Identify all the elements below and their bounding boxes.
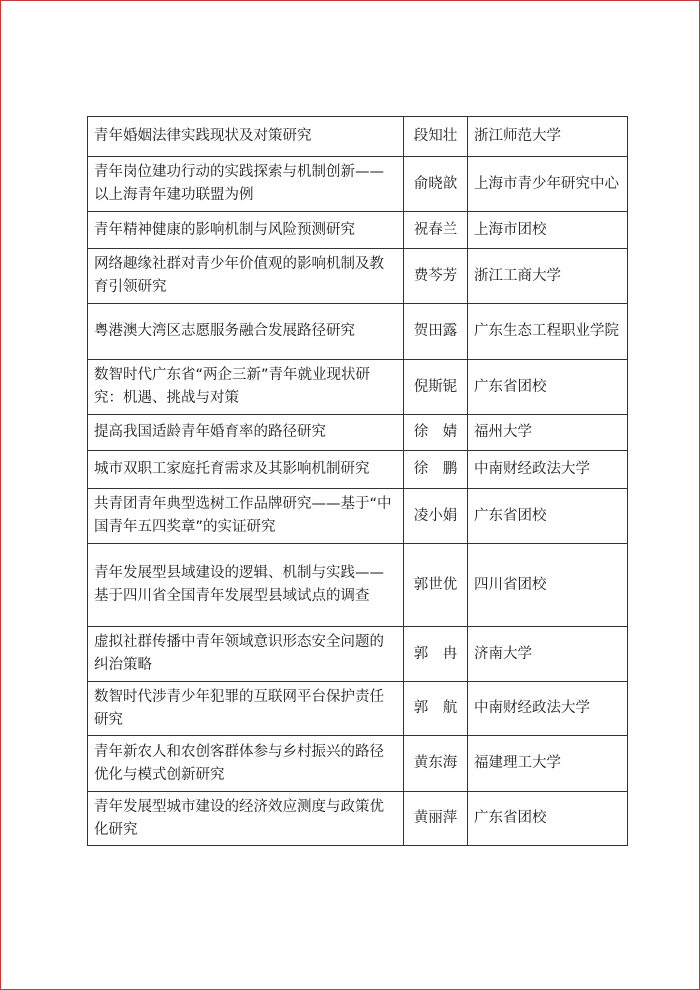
- table-row: [88, 451, 628, 489]
- affiliation: 上海市团校: [468, 212, 628, 249]
- affiliation: 四川省团校: [468, 544, 628, 627]
- table-row: [88, 304, 628, 360]
- table-row: [88, 792, 628, 846]
- researcher-name: 郭 冉: [404, 627, 468, 682]
- table-row: [88, 627, 628, 682]
- affiliation: 广东生态工程职业学院: [468, 304, 628, 360]
- table-row: [88, 157, 628, 212]
- researcher-name: 凌小娟: [404, 489, 468, 544]
- researcher-name: 费芩芳: [404, 249, 468, 304]
- project-title: 数智时代涉青少年犯罪的互联网平台保护责任研究: [88, 682, 404, 736]
- project-title: 虚拟社群传播中青年领域意识形态安全问题的纠治策略: [88, 627, 404, 682]
- project-title: 青年发展型城市建设的经济效应测度与政策优化研究: [88, 792, 404, 846]
- project-title: 青年婚姻法律实践现状及对策研究: [88, 117, 404, 157]
- affiliation: 福建理工大学: [468, 736, 628, 792]
- table-row: [88, 544, 628, 627]
- project-title: 青年新农人和农创客群体参与乡村振兴的路径优化与模式创新研究: [88, 736, 404, 792]
- researcher-name: 徐 鹏: [404, 451, 468, 489]
- project-title: 青年精神健康的影响机制与风险预测研究: [88, 212, 404, 249]
- affiliation: 广东省团校: [468, 792, 628, 846]
- project-table: [87, 116, 628, 846]
- table-row: [88, 249, 628, 304]
- researcher-name: 祝春兰: [404, 212, 468, 249]
- researcher-name: 郭 航: [404, 682, 468, 736]
- affiliation: 浙江师范大学: [468, 117, 628, 157]
- affiliation: 济南大学: [468, 627, 628, 682]
- researcher-name: 倪斯铌: [404, 360, 468, 415]
- researcher-name: 俞晓歆: [404, 157, 468, 212]
- project-title: 青年岗位建功行动的实践探索与机制创新——以上海青年建功联盟为例: [88, 157, 404, 212]
- affiliation: 广东省团校: [468, 489, 628, 544]
- affiliation: 福州大学: [468, 415, 628, 451]
- researcher-name: 黄丽萍: [404, 792, 468, 846]
- affiliation: 中南财经政法大学: [468, 451, 628, 489]
- affiliation: 广东省团校: [468, 360, 628, 415]
- researcher-name: 贺田露: [404, 304, 468, 360]
- researcher-name: 段知壮: [404, 117, 468, 157]
- project-title: 提高我国适龄青年婚育率的路径研究: [88, 415, 404, 451]
- project-title: 网络趣缘社群对青少年价值观的影响机制及教育引领研究: [88, 249, 404, 304]
- table-row: [88, 682, 628, 736]
- affiliation: 上海市青少年研究中心: [468, 157, 628, 212]
- project-title: 城市双职工家庭托育需求及其影响机制研究: [88, 451, 404, 489]
- project-title: 青年发展型县域建设的逻辑、机制与实践——基于四川省全国青年发展型县域试点的调查: [88, 544, 404, 627]
- researcher-name: 郭世优: [404, 544, 468, 627]
- project-title: 数智时代广东省“两企三新”青年就业现状研究：机遇、挑战与对策: [88, 360, 404, 415]
- researcher-name: 黄东海: [404, 736, 468, 792]
- table-row: [88, 117, 628, 157]
- table-row: [88, 489, 628, 544]
- affiliation: 中南财经政法大学: [468, 682, 628, 736]
- table-row: [88, 415, 628, 451]
- project-title: 粤港澳大湾区志愿服务融合发展路径研究: [88, 304, 404, 360]
- project-title: 共青团青年典型选树工作品牌研究——基于“中国青年五四奖章”的实证研究: [88, 489, 404, 544]
- affiliation: 浙江工商大学: [468, 249, 628, 304]
- researcher-name: 徐 婧: [404, 415, 468, 451]
- table-row: [88, 360, 628, 415]
- table-row: [88, 212, 628, 249]
- table-row: [88, 736, 628, 792]
